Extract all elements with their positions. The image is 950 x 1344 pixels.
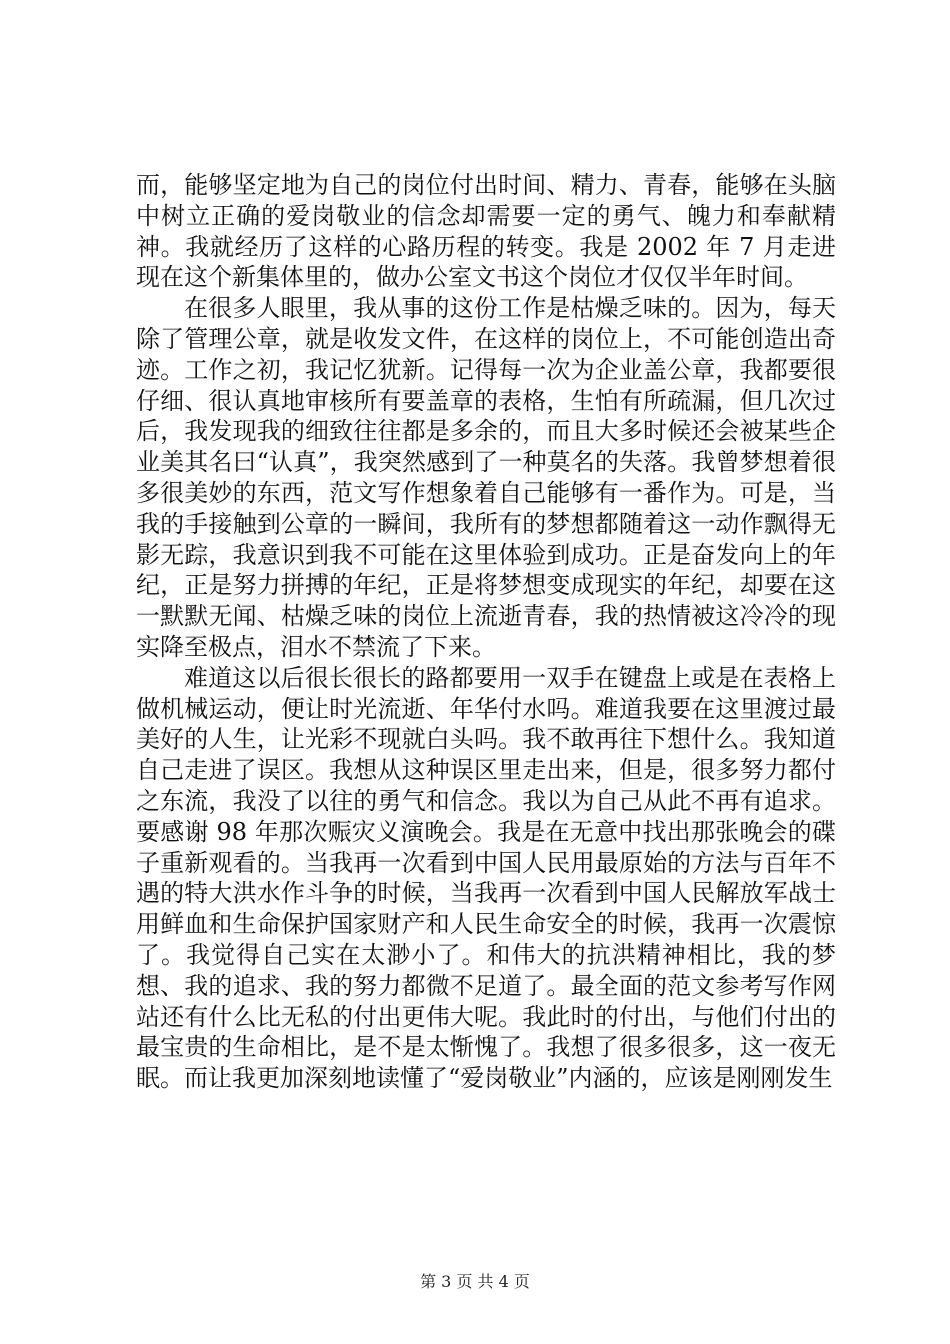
page-footer: 第 3 页 共 4 页 xyxy=(420,1272,530,1291)
paragraph-1: 而，能够坚定地为自己的岗位付出时间、精力、青春，能够在头脑中树立正确的爱岗敬业的信念却需要一定的勇气、魄力和奉献精神。我就经历了这样的心路历程的转变。我是 2002 年 7 月走进现在这个新集体里的，做办公室文书这个岗位才仅仅半年时间。 xyxy=(136,171,836,292)
body-text xyxy=(136,170,836,1094)
paragraph-3: 难道这以后很长很长的路都要用一双手在键盘上或是在表格上做机械运动，便让时光流逝、年华付水吗。难道我要在这里渡过最美好的人生，让光彩不现就白头吗。我不敢再往下想什么。我知道自己走进了误区。我想从这种误区里走出来，但是，很多努力都付之东流，我没了以往的勇气和信念。我以为自己从此不再有追求。要感谢 98 年那次赈灾义演晚会。我是在无意中找出那张晚会的碟子重新观看的。当我再一次看到中国人民用最原始的方法与百年不遇的特大洪水作斗争的时候，当我再一次看到中国人民解放军战士用鲜血和生命保护国家财产和人民生命安全的时候，我再一次震惊了。我觉得自己实在太渺小了。和伟大的抗洪精神相比，我的梦想、我的追求、我的努力都微不足道了。最全面的范文参考写作网站还有什么比无私的付出更伟大呢。我此时的付出，与他们付出的最宝贵的生命相比，是不是太惭愧了。我想了很多很多，这一夜无眠。而让我更加深刻地读懂了“爱岗敬业”内涵的，应该是刚刚发生 xyxy=(136,663,836,1093)
paragraph-2: 在很多人眼里，我从事的这份工作是枯燥乏味的。因为，每天除了管理公章，就是收发文件，在这样的岗位上，不可能创造出奇迹。工作之初，我记忆犹新。记得每一次为企业盖公章，我都要很仔细、很认真地审核所有要盖章的表格，生怕有所疏漏，但几次过后，我发现我的细致往往都是多余的，而且大多时候还会被某些企业美其名曰“认真”，我突然感到了一种莫名的失落。我曾梦想着很多很美妙的东西，范文写作想象着自己能够有一番作为。可是，当我的手接触到公章的一瞬间，我所有的梦想都随着这一动作飘得无影无踪，我意识到我不可能在这里体验到成功。正是奋发向上的年纪，正是努力拼搏的年纪，正是将梦想变成现实的年纪，却要在这一默默无闻、枯燥乏味的岗位上流逝青春，我的热情被这冷冷的现实降至极点，泪水不禁流了下来。 xyxy=(136,294,836,661)
